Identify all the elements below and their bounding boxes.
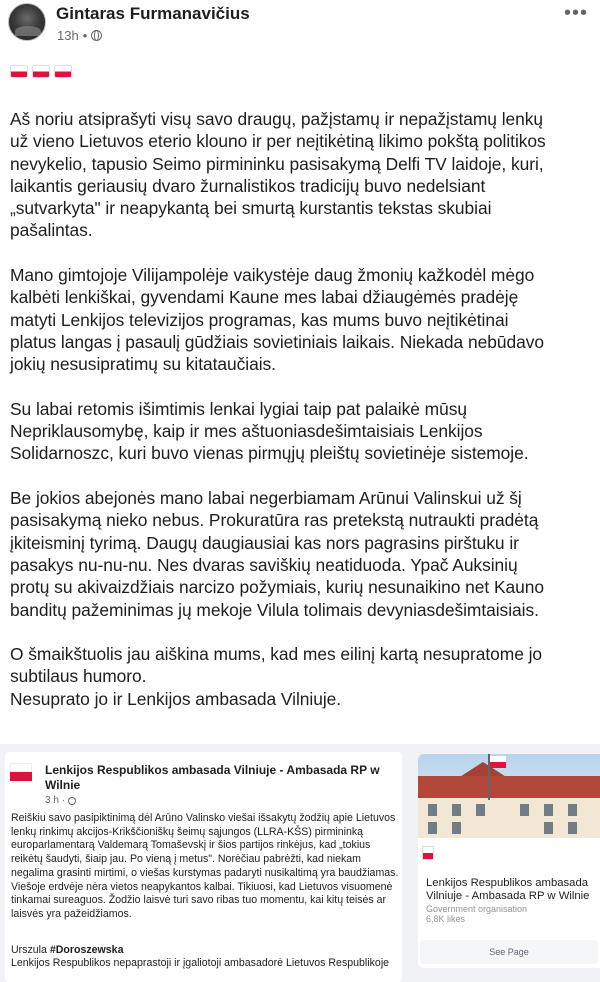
shared-post-card[interactable] [5, 752, 402, 982]
author-avatar[interactable] [8, 3, 46, 41]
polish-flag-icon [54, 65, 72, 78]
preview-category: Government organisation [426, 904, 528, 914]
shared-content-area [0, 744, 600, 982]
globe-icon [68, 797, 76, 805]
embassy-logo [422, 846, 434, 860]
embassy-cover-photo [418, 754, 600, 838]
post-time[interactable]: 13h [57, 28, 79, 43]
post-paragraph: Su labai retomis išimtimis lenkai lygiai taip pat palaikė mūsų Nepriklausomybę, kaip ir mes aštuoniasdešimtaisiais Lenkijos Solidarnoszc, kuri buvo vienas pirmųjų pleištų sovietinėje sistemoje. [10, 398, 529, 464]
flag-emoji-row [10, 65, 72, 78]
see-page-button[interactable]: See Page [420, 940, 598, 964]
author-name[interactable]: Gintaras Furmanavičius [56, 4, 250, 23]
polish-flag-icon [32, 65, 50, 78]
shared-post-text: Reiškiu savo pasipiktinimą dėl Arūno Valinsko viešai išsakytų žodžių apie Lietuvos lenkų rinkimų akcijos-Krikščioniškų šeimų sąjungos (LLRA-KŠS) pirmininką europarlamentarą Valdemarą Tomaševskį ir šios partijos rinkėjus, kad „tokius reikėtų šaudyti, šiaip jau. Po vieną į metus". Norėčiau pabrėžti, kad niekam negalima grasinti mirtimi, o viešas kurstymas padaryti nusikaltimą yra baudžiamas. Viešoje erdvėje nėra vietos neapykantos kalbai. Tikiuosi, kad Lietuvos visuomenė tinkamai sureaguos. Žodžio laisvė turi savo ribas tuo momentu, kai kitų teisės ar laisvės yra pažeidžiamos. [11, 812, 399, 920]
embassy-logo [10, 763, 32, 793]
signature-role: Lenkijos Respublikos nepaprastoji ir įgaliotoji ambasadorė Lietuvos Respublikoje [11, 957, 390, 970]
post-body [10, 108, 595, 710]
post-paragraph: Be jokios abejonės mano labai negerbiamam Arūnui Valinskui už šį pasisakymą nieko nebus. Prokuratūra ras pretekstą nutraukti pradėtą įkiteisminį tyrimą. Daugų daugiausiai kas nors pagrasins pirštuku ir pasakys nu-nu-nu. Nes dvaras saviškių neatiduoda. Ypač Auksinių protų su akivaizdžiais narcizo požymiais, kurių nesunaikino net Kauno banditų pažeminimas jų mekoje Vilula tolimais devyniasdešimtaisiais. [10, 488, 545, 620]
signature-name: Urszula [11, 944, 50, 956]
shared-signature [11, 944, 401, 970]
post-paragraph: Mano gimtojoje Vilijampolėje vaikystėje daug žmonių kažkodėl mėgo kalbėti lenkiškai, gyvendami Kaune mes labai džiaugėmės pradėję matyti Lenkijos televizijos programas, kas mums buvo neįtikėtinai platus langas į pasaulį gūdžiais sovietiniais laikais. Niekada nebūdavo jokių nesusipratimų su kitataučiais. [10, 265, 544, 375]
post-header [0, 0, 600, 52]
preview-likes: 6,8K likes [426, 914, 466, 924]
shared-post-meta [45, 795, 76, 806]
page-preview-card[interactable] [418, 754, 600, 968]
meta-separator: • [82, 28, 88, 43]
post-paragraph: O šmaikštuolis jau aiškina mums, kad mes eilinį kartą nesupratome jo subtilaus humoro. Nesuprato jo ir Lenkijos ambasada Vilniuje. [10, 644, 543, 709]
signature-hashtag[interactable]: #Doroszewska [49, 944, 124, 956]
post-meta [57, 28, 102, 43]
shared-page-name[interactable]: Lenkijos Respublikos ambasada Vilniuje - Ambasada RP w Wilnie [45, 763, 380, 792]
globe-icon [91, 30, 102, 41]
preview-page-info [426, 904, 596, 924]
polish-flag-icon [10, 65, 28, 78]
post-paragraph: Aš noriu atsiprašyti visų savo draugų, pažįstamų ir nepažįstamų lenkų už vieno Lietuvos eterio klouno ir per neįtikėtiną likimo pokštą politikos nevykelio, tapusio Seimo pirmininku pasisakymą Delfi TV laidoje, kuri, laikantis geriausių dvaro žurnalistikos tradicijų buvo nedelsiant „sutvarkyta" ir neapykantą bei smurtą kurstantis tekstas skubiai pašalintas. [10, 109, 546, 241]
shared-meta-separator: · [61, 795, 66, 806]
preview-page-name[interactable]: Lenkijos Respublikos ambasada Vilniuje - Ambasada RP w Wilnie [426, 877, 590, 903]
shared-post-time[interactable]: 3 h [45, 795, 59, 806]
more-dots-icon[interactable]: ••• [563, 2, 588, 24]
